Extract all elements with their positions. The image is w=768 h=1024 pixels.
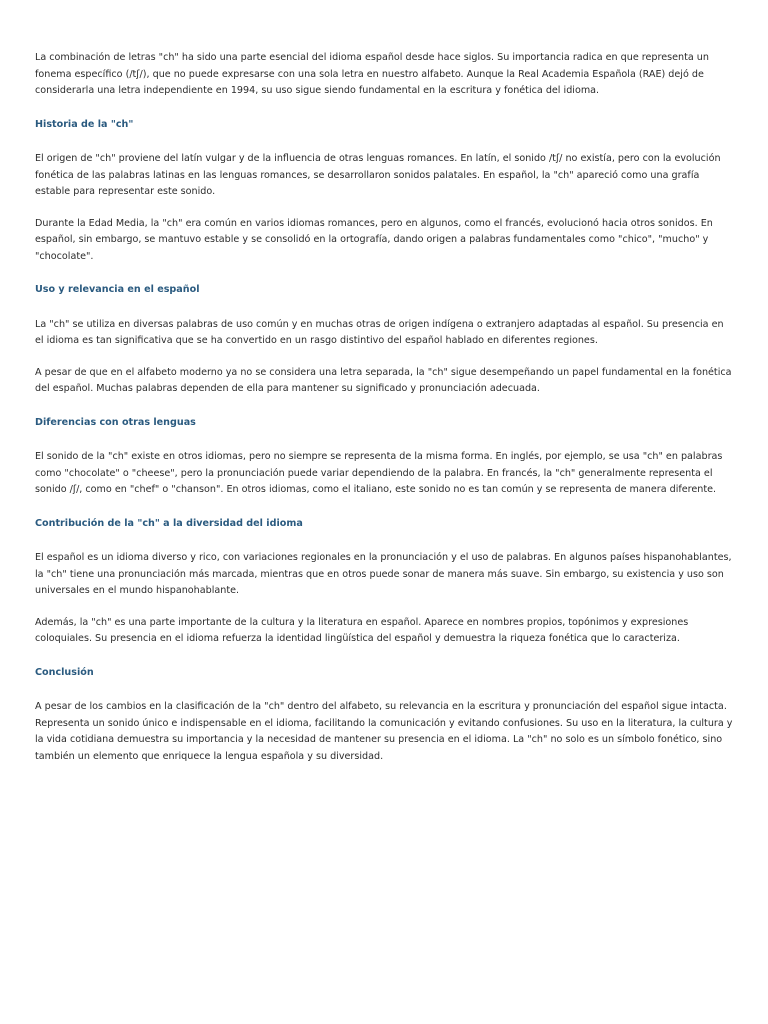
section-paragraph: El origen de "ch" proviene del latín vulgar y de la influencia de otras lenguas romances. En latín, el sonido /tʃ/ no existía, pero con la evolución fonética de las palabras latinas en las lenguas romances, se desarrollaron sonidos palatales. En español, la "ch" apareció como una grafía estable para representar este sonido. [35,153,721,197]
section-paragraph: La "ch" se utiliza en diversas palabras de uso común y en muchas otras de origen indígena o extranjero adaptadas al español. Su presencia en el idioma es tan significativa que se ha convertido en un rasgo distintivo del español hablado en diferentes regiones. [35,318,724,346]
section-heading: Diferencias con otras lenguas [35,416,196,428]
document-page [35,50,735,765]
section-paragraph: El español es un idioma diverso y rico, con variaciones regionales en la pronunciación y el uso de palabras. En algunos países hispanohablantes, la "ch" tiene una pronunciación más marcada, mientras que en otros puede sonar de manera más suave. Sin embargo, su existencia y uso son universales en el mundo hispanohablante. [35,552,732,596]
section-heading: Contribución de la "ch" a la diversidad del idioma [35,517,303,529]
section-paragraph: El sonido de la "ch" existe en otros idiomas, pero no siempre se representa de la misma forma. En inglés, por ejemplo, se usa "ch" en palabras como "chocolate" o "cheese", pero la pronunciación puede variar dependiendo de la palabra. En francés, la "ch" generalmente representa el sonido /ʃ/, como en "chef" o "chanson". En otros idiomas, como el italiano, este sonido no es tan común y se representa de manera diferente. [35,451,723,495]
section-heading: Historia de la "ch" [35,118,134,130]
section-paragraph: A pesar de los cambios en la clasificación de la "ch" dentro del alfabeto, su relevancia en la escritura y pronunciación del español sigue intacta. Representa un sonido único e indispensable en el idioma, facilitando la comunicación y evitando confusiones. Su uso en la literatura, la cultura y la vida cotidiana demuestra su importancia y la necesidad de mantener su presencia en el idioma. La "ch" no solo es un símbolo fonético, sino también un elemento que enriquece la lengua española y su diversidad. [35,701,733,762]
intro-paragraph: La combinación de letras "ch" ha sido una parte esencial del idioma español desde hace siglos. Su importancia radica en que representa un fonema específico (/tʃ/), que no puede expresarse con una sola letra en nuestro alfabeto. Aunque la Real Academia Española (RAE) dejó de considerarla una letra independiente en 1994, su uso sigue siendo fundamental en la escritura y fonética del idioma. [35,52,709,96]
section-paragraph: A pesar de que en el alfabeto moderno ya no se considera una letra separada, la "ch" sigue desempeñando un papel fundamental en la fonética del español. Muchas palabras dependen de ella para mantener su significado y pronunciación adecuada. [35,366,732,394]
section-heading: Conclusión [35,666,94,678]
section-heading: Uso y relevancia en el español [35,284,200,295]
section-paragraph: Durante la Edad Media, la "ch" era común en varios idiomas romances, pero en algunos, como el francés, evolucionó hacia otros sonidos. En español, sin embargo, se mantuvo estable y se consolidó en la ortografía, dando origen a palabras fundamentales como "chico", "mucho" y "chocolate". [35,217,713,262]
section-paragraph: Además, la "ch" es una parte importante de la cultura y la literatura en español. Aparece en nombres propios, topónimos y expresiones coloquiales. Su presencia en el idioma refuerza la identidad lingüística del español y demuestra la riqueza fonética que lo caracteriza. [35,616,689,644]
